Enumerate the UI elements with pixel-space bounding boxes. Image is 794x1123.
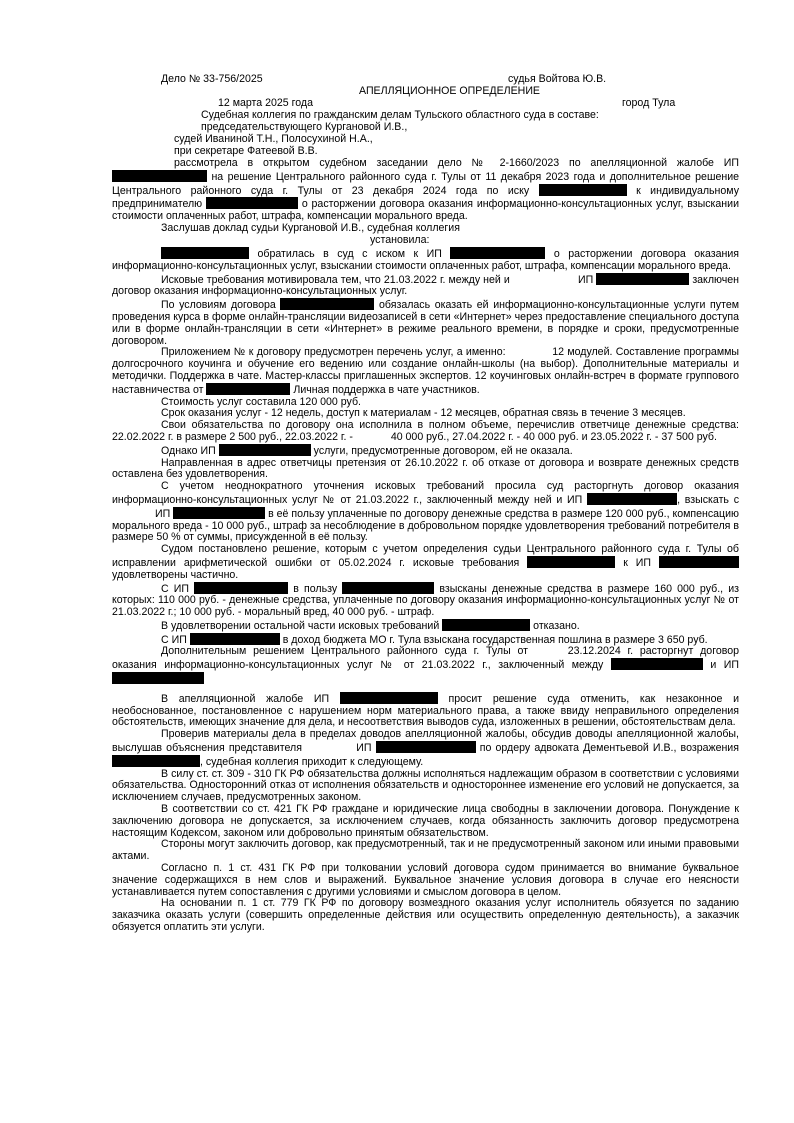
redaction: [587, 493, 677, 505]
redaction: [611, 658, 703, 670]
paragraph-text: по ордеру адвоката Дементьевой И.В., возражения: [479, 742, 739, 755]
paragraph-text: ИП: [577, 273, 594, 286]
judge-name: судья Войтова Ю.В.: [508, 73, 607, 85]
intro-paragraph: [112, 158, 739, 223]
paragraph-text: и ИП: [710, 659, 739, 672]
paragraph-text: отказано.: [533, 619, 580, 632]
paragraph-text: обязалась оказать ей информационно-консультационные услуги путем проведения курса в форме онлайн-трансляции видеозаписей в сети «Интернет» через предоставление специального доступа или в форме онлайн-трансляции в сети «Интернет» в режиме реального времени, в порядке и сроки, предусмотренные договором.: [112, 299, 739, 347]
redaction: [194, 582, 288, 594]
redaction: [112, 170, 207, 182]
paragraph-text: С учетом неоднократного уточнения исковых требований просила суд расторгнуть договор оказания информационно-консультационных услуг № от 21.03.2022 г., заключенный между ней и ИП: [112, 480, 739, 506]
paragraph: [112, 619, 739, 633]
document-page: [112, 74, 739, 934]
redaction: [206, 383, 290, 395]
redaction: [527, 556, 615, 568]
redaction: [173, 507, 265, 519]
case-number: Дело № 33-756/2025: [161, 73, 263, 85]
paragraph: [112, 420, 739, 444]
paragraph-text: к ИП: [623, 556, 652, 569]
paragraph-text: в доход бюджета МО г. Тула взыскана государственная пошлина в размере 3 650 руб.: [282, 633, 708, 646]
paragraph-text: ИП: [356, 742, 372, 755]
paragraph: Стороны могут заключить договор, как предусмотренный, так и не предусмотренный законом или иными правовыми актами.: [112, 838, 739, 863]
paragraph-text: С ИП: [161, 582, 190, 595]
paragraph-text: 23.12.2024 г. расторгнут договор оказания информационно-консультационных услуг № от 21.03.2022 г., заключенный между: [112, 645, 740, 672]
redaction: [376, 741, 476, 753]
intro-line-1: Судебная коллегия по гражданским делам Тульского областного суда в составе:: [201, 109, 599, 121]
paragraph-text: ИП: [154, 507, 171, 520]
redaction: [112, 672, 204, 684]
paragraph-text: Личная поддержка в чате участников.: [293, 383, 480, 396]
paragraph: [112, 273, 739, 299]
paragraph: Срок оказания услуг - 12 недель, доступ к материалам - 12 месяцев, обратная связь в течение 3 месяцев.: [161, 407, 686, 420]
redaction: [596, 273, 689, 285]
intro-text: рассмотрела в открытом судебном заседании дело № 2-1660/2023 по апелляционной жалобе ИП: [174, 157, 739, 169]
paragraph: В соответствии со ст. 421 ГК РФ граждане и юридические лица свободны в заключении договора. Понуждение к заключению договора не допускается, за исключением случаев, когда обязанность заключить договор предусмотрена настоящим Кодексом, законом или добровольно принятым обязательством.: [112, 803, 739, 839]
paragraph-text: заключен договор оказания информационно-консультационных услуг.: [112, 273, 739, 298]
redaction: [539, 184, 627, 196]
redaction: [206, 197, 298, 209]
paragraph-text: Проверив материалы дела в пределах доводов апелляционной жалобы, обсудив доводы апелляционной жалобы, выслушав объяснения представителя: [112, 728, 739, 755]
paragraph-text: Однако ИП: [161, 444, 216, 457]
redaction: [442, 619, 530, 631]
intro-line-3: судей Иваниной Т.Н., Полосухиной Н.А.,: [174, 133, 373, 145]
document-date: 12 марта 2025 года: [218, 97, 314, 109]
paragraph: В силу ст. ст. 309 - 310 ГК РФ обязательства должны исполняться надлежащим образом в соответствии с условиями обязательства. Односторонний отказ от исполнения обязательств и одностороннее изменение его условий не допускается, за исключением случаев, предусмотренных законом.: [112, 767, 739, 804]
paragraph: [112, 544, 739, 581]
paragraph-text: Дополнительным решением Центрального районного суда г. Тулы от: [161, 645, 529, 658]
redaction: [161, 247, 249, 259]
paragraph: [112, 692, 739, 729]
intro-line-2: председательствующего Кургановой И.В.,: [201, 121, 408, 133]
paragraph-text: По условиям договора: [161, 299, 276, 312]
intro-text: к индивидуальному предпринимателю: [112, 184, 739, 211]
intro-text: на решение Центрального районного суда г. Тулы от 11 декабря 2023 года и дополнительное решение Центрального районного суда г. Тулы от 23 декабря 2024 года по иску: [112, 170, 740, 197]
paragraph: [112, 582, 739, 619]
paragraph-text: Приложением № к договору предусмотрен перечень услуг, а именно:: [161, 346, 506, 359]
paragraph: Направленная в адрес ответчицы претензия от 26.10.2022 г. об отказе от договора и возврате денежных средств оставлена без удовлетворения.: [112, 456, 739, 481]
paragraph-text: услуги, предусмотренные договором, ей не оказала.: [313, 444, 573, 457]
paragraph: На основании п. 1 ст. 779 ГК РФ по договору возмездного оказания услуг исполнитель обязуется по заданию заказчика оказать услуги (совершить определенные действия или осуществить определенную деятельность), а заказчик обязуется оплатить эти услуги.: [112, 897, 739, 934]
paragraph-text: в пользу: [293, 582, 338, 595]
paragraph: [112, 633, 739, 647]
redaction: [342, 582, 434, 594]
paragraph-text: в её пользу уплаченные по договору денежные средства в размере 120 000 руб., компенсацию морального вреда - 10 000 руб., штраф за несоблюдение в добровольном порядке удовлетворения требований потребителя в размере 50 % от суммы, присужденной в её пользу.: [112, 507, 739, 544]
paragraph-text: , судебная коллегия приходит к следующему.: [200, 755, 424, 768]
paragraph: Стоимость услуг составила 120 000 руб.: [161, 395, 361, 408]
document-title: АПЕЛЛЯЦИОННОЕ ОПРЕДЕЛЕНИЕ: [359, 85, 540, 97]
paragraph-text: В удовлетворении остальной части исковых требований: [161, 619, 440, 632]
paragraph-text: 12 модулей. Составление программы долгосрочного коучинга и обучение его ведению или создание онлайн-школы (на выбор). Дополнительные материалы и методички. Поддержка в чате. Мастер-классы приглашенных экспертов. 12 коучинговых онлайн-встреч в формате группового наставничества от: [112, 346, 739, 396]
paragraph: [112, 481, 739, 544]
paragraph-text: В апелляционной жалобе ИП: [161, 692, 330, 705]
paragraph: [112, 247, 739, 273]
paragraph-text: Исковые требования мотивировала тем, что 21.03.2022 г. между ней и: [161, 273, 510, 286]
redaction: [659, 556, 739, 568]
redaction: [112, 755, 200, 767]
paragraph-text: взысканы денежные средства в размере 160 000 руб., из которых: 110 000 руб. - денежные средства, уплаченные по договору оказания информационно-консультационных услуг № от 21.03.2022 г.; 10 000 руб. - моральный вред, 40 000 руб. - штраф.: [112, 582, 739, 619]
paragraph-text: С ИП: [161, 633, 187, 646]
intro-line-4: при секретаре Фатеевой В.В.: [174, 145, 318, 157]
paragraph: Согласно п. 1 ст. 431 ГК РФ при толковании условий договора судом принимается во внимание буквальное значение содержащихся в нем слов и выражений. Буквальное значение условия договора в случае его неясности устанавливается путем сопоставления с другими условиями и смыслом договора в целом.: [112, 862, 739, 898]
paragraph-text: Судом постановлено решение, которым с учетом определения судьи Центрального районного суда г. Тулы об исправлении арифметической ошибки от 05.02.2024 г. исковые требования: [112, 543, 739, 569]
paragraph: [112, 347, 739, 396]
paragraph-text: удовлетворены частично.: [112, 568, 239, 581]
paragraph-text: , взыскать с: [677, 493, 739, 506]
section-heading: установила:: [370, 233, 430, 246]
paragraph-text: 40 000 руб., 27.04.2022 г. - 40 000 руб. и 23.05.2022 г. - 37 500 руб.: [390, 430, 717, 443]
paragraph-text: обратилась в суд с иском к ИП: [257, 247, 442, 260]
paragraph-text: о расторжении договора оказания информационно-консультационных услуг, взыскании стоимости оплаченных работ, штрафа, компенсации морального вреда.: [112, 247, 739, 272]
redaction: [450, 247, 545, 259]
redaction: [340, 692, 438, 704]
intro-text: о расторжении договора оказания информационно-консультационных услуг, взыскании стоимости оплаченных работ, штрафа, компенсации морального вреда.: [112, 198, 739, 223]
redaction: [190, 633, 280, 645]
intro-line-6: Заслушав доклад судьи Кургановой И.В., судебная коллегия: [161, 221, 460, 234]
paragraph-text: Свои обязательства по договору она исполнила в полном объеме, перечислив ответчице денежные средства: 22.02.2022 г. в размере 2 500 руб., 22.03.2022 г. -: [112, 419, 739, 443]
paragraph-text: просит решение суда отменить, как незаконное и необоснованное, постановленное с нарушением норм материального права, а также ввиду неправильного определения обстоятельств, имеющих значение для дела, и несоответствия выводов суда, изложенных в решении, обстоятельствам дела.: [112, 692, 739, 729]
paragraph: [112, 729, 739, 768]
paragraph: [112, 298, 739, 347]
paragraph: [112, 444, 739, 458]
redaction: [280, 298, 374, 310]
redaction: [219, 444, 311, 456]
paragraph: [112, 646, 739, 685]
document-city: город Тула: [622, 97, 676, 109]
